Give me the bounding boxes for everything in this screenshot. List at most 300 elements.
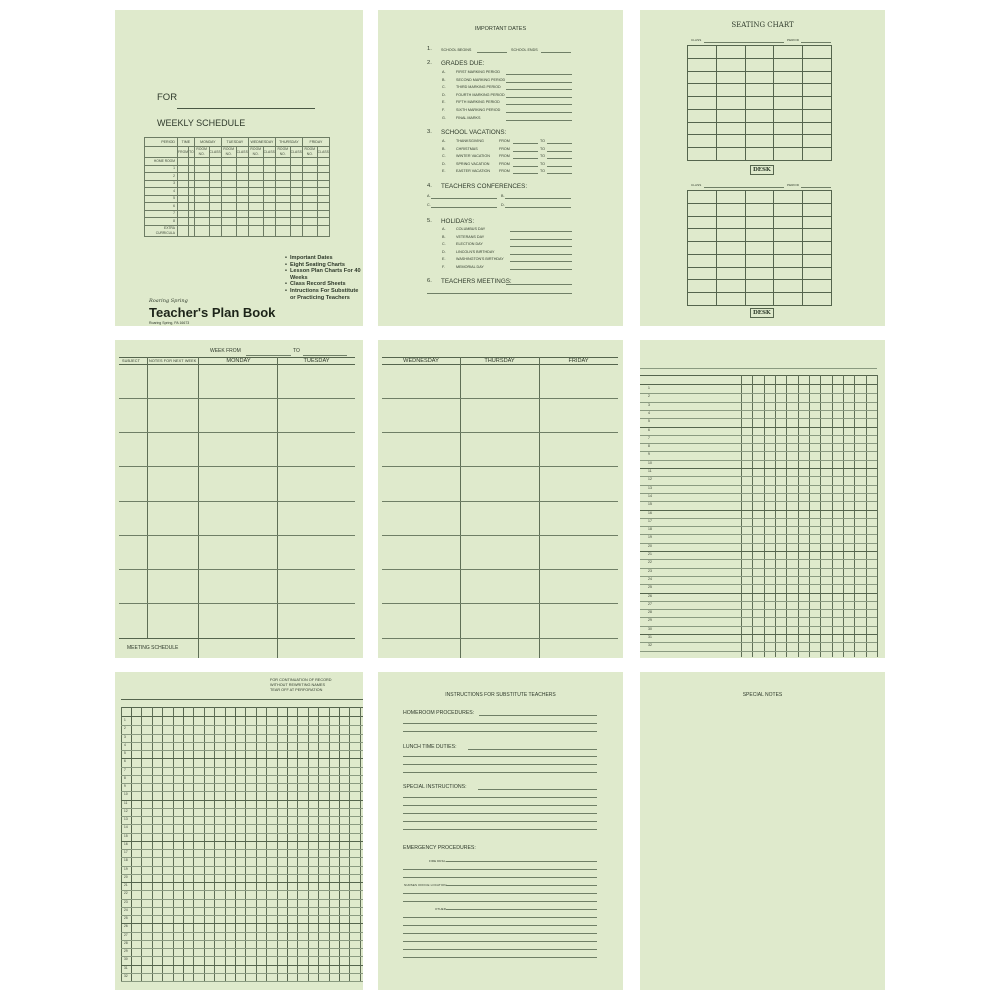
schedule-cell[interactable] bbox=[302, 218, 317, 226]
rule-line bbox=[193, 707, 194, 982]
schedule-cell[interactable] bbox=[275, 158, 290, 166]
schedule-cell[interactable] bbox=[178, 165, 189, 173]
seat-cell[interactable] bbox=[774, 242, 803, 255]
seat-cell[interactable] bbox=[745, 254, 774, 267]
col-notes: NOTES FOR NEXT WEEK bbox=[149, 359, 197, 363]
seat-cell[interactable] bbox=[745, 148, 774, 161]
seat-cell[interactable] bbox=[745, 203, 774, 216]
seat-cell[interactable] bbox=[716, 97, 745, 110]
to-label: TO bbox=[540, 161, 546, 166]
seat-cell[interactable] bbox=[688, 122, 717, 135]
seat-cell[interactable] bbox=[803, 216, 832, 229]
book-title: Teacher's Plan Book bbox=[149, 305, 276, 320]
rule-line bbox=[121, 707, 122, 982]
schedule-cell[interactable] bbox=[221, 210, 236, 218]
schedule-cell[interactable] bbox=[178, 195, 189, 203]
schedule-cell[interactable] bbox=[221, 203, 236, 211]
rule-line bbox=[403, 805, 597, 806]
schedule-cell[interactable] bbox=[221, 158, 236, 166]
schedule-cell[interactable] bbox=[317, 195, 329, 203]
rule-line bbox=[640, 518, 877, 519]
schedule-cell[interactable] bbox=[236, 225, 248, 236]
schedule-cell[interactable] bbox=[236, 210, 248, 218]
sub-class: CLASS bbox=[317, 147, 329, 158]
rule-line bbox=[403, 813, 597, 814]
row-number: 12 bbox=[648, 477, 652, 482]
rule-line bbox=[403, 829, 597, 830]
row-number: 8 bbox=[648, 444, 650, 449]
seat-cell[interactable] bbox=[774, 71, 803, 84]
row-number: 18 bbox=[124, 858, 128, 863]
rule-line bbox=[640, 393, 877, 394]
feature-item: • Important Dates bbox=[285, 255, 363, 262]
seat-cell[interactable] bbox=[688, 58, 717, 71]
rule-line bbox=[446, 861, 597, 862]
schedule-cell[interactable] bbox=[263, 165, 275, 173]
seat-cell[interactable] bbox=[745, 267, 774, 280]
feature-item: • Class Record Sheets bbox=[285, 281, 363, 288]
schedule-cell[interactable] bbox=[263, 203, 275, 211]
seat-cell[interactable] bbox=[688, 71, 717, 84]
desk-label: DESK bbox=[750, 165, 774, 175]
seat-cell[interactable] bbox=[716, 242, 745, 255]
row-number: 15 bbox=[648, 502, 652, 507]
schedule-cell[interactable] bbox=[263, 195, 275, 203]
schedule-cell[interactable] bbox=[290, 210, 302, 218]
seat-cell[interactable] bbox=[716, 254, 745, 267]
seat-cell[interactable] bbox=[803, 191, 832, 204]
schedule-cell[interactable] bbox=[209, 225, 221, 236]
schedule-cell[interactable] bbox=[290, 173, 302, 181]
schedule-cell[interactable] bbox=[209, 203, 221, 211]
schedule-cell[interactable] bbox=[194, 165, 209, 173]
seat-cell[interactable] bbox=[803, 135, 832, 148]
schedule-cell[interactable] bbox=[221, 218, 236, 226]
seat-cell[interactable] bbox=[716, 203, 745, 216]
schedule-cell[interactable] bbox=[194, 180, 209, 188]
seat-cell[interactable] bbox=[745, 293, 774, 306]
schedule-cell[interactable] bbox=[275, 225, 290, 236]
schedule-cell[interactable] bbox=[275, 165, 290, 173]
seat-cell[interactable] bbox=[688, 148, 717, 161]
for-fill-line bbox=[177, 108, 315, 109]
item-letter: E. bbox=[442, 257, 446, 262]
rule-line bbox=[640, 384, 877, 385]
schedule-cell[interactable] bbox=[263, 188, 275, 196]
schedule-cell[interactable] bbox=[248, 165, 263, 173]
seat-cell[interactable] bbox=[716, 71, 745, 84]
seat-cell[interactable] bbox=[745, 46, 774, 59]
seating-chart-title: SEATING CHART bbox=[731, 21, 794, 29]
blank-cell bbox=[145, 147, 178, 158]
seat-cell[interactable] bbox=[716, 229, 745, 242]
rule-line bbox=[287, 707, 288, 982]
schedule-cell[interactable] bbox=[221, 225, 236, 236]
schedule-cell[interactable] bbox=[248, 218, 263, 226]
to-label: TO bbox=[540, 169, 546, 174]
rule-line bbox=[403, 957, 597, 958]
seat-cell[interactable] bbox=[716, 46, 745, 59]
rule-line bbox=[403, 925, 597, 926]
seat-cell[interactable] bbox=[803, 280, 832, 293]
schedule-cell[interactable] bbox=[263, 210, 275, 218]
seat-cell[interactable] bbox=[688, 267, 717, 280]
seat-cell[interactable] bbox=[803, 46, 832, 59]
seat-cell[interactable] bbox=[716, 58, 745, 71]
schedule-cell[interactable] bbox=[178, 188, 189, 196]
row-number: 27 bbox=[648, 601, 652, 606]
schedule-cell[interactable] bbox=[317, 165, 329, 173]
row-number: 30 bbox=[124, 957, 128, 962]
sub-class: CLASS bbox=[263, 147, 275, 158]
seat-cell[interactable] bbox=[774, 84, 803, 97]
rule-line bbox=[801, 187, 831, 188]
seat-cell[interactable] bbox=[774, 122, 803, 135]
rule-line bbox=[510, 246, 572, 247]
schedule-cell[interactable] bbox=[248, 173, 263, 181]
lesson-plan-right-page bbox=[378, 340, 623, 658]
marking-period-label: FIRST MARKING PERIOD bbox=[456, 70, 500, 74]
schedule-cell[interactable] bbox=[317, 158, 329, 166]
seat-cell[interactable] bbox=[803, 267, 832, 280]
seat-cell[interactable] bbox=[745, 242, 774, 255]
rule-line bbox=[329, 707, 330, 982]
schedule-cell[interactable] bbox=[209, 165, 221, 173]
seat-cell[interactable] bbox=[774, 216, 803, 229]
rule-line bbox=[121, 857, 363, 858]
rule-line bbox=[547, 158, 572, 159]
seat-cell[interactable] bbox=[716, 216, 745, 229]
row-number: 21 bbox=[648, 552, 652, 556]
schedule-cell[interactable] bbox=[290, 158, 302, 166]
seat-cell[interactable] bbox=[803, 58, 832, 71]
seat-cell[interactable] bbox=[774, 203, 803, 216]
schedule-cell[interactable] bbox=[317, 173, 329, 181]
seat-cell[interactable] bbox=[745, 229, 774, 242]
seat-cell[interactable] bbox=[774, 267, 803, 280]
schedule-cell[interactable] bbox=[178, 218, 189, 226]
seat-cell[interactable] bbox=[688, 229, 717, 242]
seat-cell[interactable] bbox=[688, 293, 717, 306]
row-number: 31 bbox=[124, 965, 128, 970]
seat-cell[interactable] bbox=[803, 84, 832, 97]
schedule-cell[interactable] bbox=[194, 225, 209, 236]
seat-cell[interactable] bbox=[745, 122, 774, 135]
item-letter: C. bbox=[427, 203, 431, 207]
schedule-cell[interactable] bbox=[302, 188, 317, 196]
schedule-cell[interactable] bbox=[236, 195, 248, 203]
schedule-cell[interactable] bbox=[221, 195, 236, 203]
rule-line bbox=[119, 638, 355, 639]
seat-cell[interactable] bbox=[716, 122, 745, 135]
seat-cell[interactable] bbox=[716, 293, 745, 306]
seat-cell[interactable] bbox=[745, 191, 774, 204]
seat-cell[interactable] bbox=[803, 109, 832, 122]
item-letter: D. bbox=[442, 249, 446, 254]
seat-cell[interactable] bbox=[716, 135, 745, 148]
seat-cell[interactable] bbox=[803, 254, 832, 267]
seat-cell[interactable] bbox=[688, 280, 717, 293]
seat-cell[interactable] bbox=[774, 58, 803, 71]
grades-due-title: GRADES DUE: bbox=[441, 60, 485, 67]
seat-cell[interactable] bbox=[716, 280, 745, 293]
schedule-cell[interactable] bbox=[290, 218, 302, 226]
seat-cell[interactable] bbox=[774, 135, 803, 148]
schedule-cell[interactable] bbox=[209, 218, 221, 226]
rule-line bbox=[640, 418, 877, 419]
schedule-cell[interactable] bbox=[290, 203, 302, 211]
seat-cell[interactable] bbox=[688, 135, 717, 148]
brand-logo: Roaring Spring bbox=[149, 298, 188, 304]
rule-line bbox=[427, 293, 572, 294]
schedule-cell[interactable] bbox=[248, 188, 263, 196]
meeting-schedule-label: MEETING SCHEDULE bbox=[127, 645, 179, 651]
seat-cell[interactable] bbox=[774, 148, 803, 161]
schedule-cell[interactable] bbox=[317, 180, 329, 188]
header-wednesday: WEDNESDAY bbox=[248, 138, 275, 147]
rule-line bbox=[468, 749, 597, 750]
sub-class: CLASS bbox=[236, 147, 248, 158]
schedule-row bbox=[145, 203, 330, 211]
seat-cell[interactable] bbox=[688, 191, 717, 204]
rule-line bbox=[403, 723, 597, 724]
schedule-cell[interactable] bbox=[263, 225, 275, 236]
seat-cell[interactable] bbox=[774, 293, 803, 306]
seat-cell[interactable] bbox=[803, 242, 832, 255]
schedule-cell[interactable] bbox=[221, 180, 236, 188]
schedule-cell[interactable] bbox=[221, 188, 236, 196]
substitute-instructions-page bbox=[378, 672, 623, 990]
schedule-cell[interactable] bbox=[209, 180, 221, 188]
schedule-cell[interactable] bbox=[302, 210, 317, 218]
rule-line bbox=[121, 882, 363, 883]
seat-cell[interactable] bbox=[688, 109, 717, 122]
seat-cell[interactable] bbox=[688, 216, 717, 229]
seat-cell[interactable] bbox=[745, 84, 774, 97]
schedule-header-row bbox=[145, 138, 330, 147]
seat-cell[interactable] bbox=[745, 97, 774, 110]
seat-cell[interactable] bbox=[716, 267, 745, 280]
rule-line bbox=[877, 375, 878, 657]
row-number: 6 bbox=[124, 759, 126, 764]
schedule-cell[interactable] bbox=[194, 173, 209, 181]
schedule-cell[interactable] bbox=[236, 218, 248, 226]
schedule-cell[interactable] bbox=[236, 203, 248, 211]
schedule-cell[interactable] bbox=[317, 203, 329, 211]
seat-cell[interactable] bbox=[774, 109, 803, 122]
schedule-cell[interactable] bbox=[275, 180, 290, 188]
rule-line bbox=[382, 638, 618, 639]
schedule-cell[interactable] bbox=[275, 210, 290, 218]
emergency-procedures-label: EMERGENCY PROCEDURES: bbox=[403, 845, 476, 851]
seat-cell[interactable] bbox=[774, 280, 803, 293]
period-label: 1 bbox=[145, 165, 178, 173]
schedule-cell[interactable] bbox=[209, 173, 221, 181]
schedule-cell[interactable] bbox=[302, 165, 317, 173]
schedule-cell[interactable] bbox=[263, 180, 275, 188]
item-letter: G. bbox=[442, 115, 446, 120]
col-subject: SUBJECT bbox=[122, 359, 140, 363]
school-vacations-title: SCHOOL VACATIONS: bbox=[441, 129, 507, 136]
schedule-cell[interactable] bbox=[317, 218, 329, 226]
schedule-row bbox=[145, 225, 330, 236]
seat-cell[interactable] bbox=[745, 109, 774, 122]
rule-line bbox=[403, 764, 597, 765]
rule-line bbox=[403, 893, 597, 894]
row-number: 22 bbox=[124, 891, 128, 896]
schedule-cell[interactable] bbox=[194, 203, 209, 211]
schedule-cell[interactable] bbox=[194, 158, 209, 166]
schedule-cell[interactable] bbox=[178, 210, 189, 218]
row-number: 12 bbox=[124, 808, 128, 813]
seat-cell[interactable] bbox=[803, 293, 832, 306]
schedule-cell[interactable] bbox=[290, 165, 302, 173]
item-letter: D. bbox=[501, 203, 505, 207]
schedule-cell[interactable] bbox=[275, 218, 290, 226]
rule-line bbox=[403, 901, 597, 902]
seat-cell[interactable] bbox=[688, 46, 717, 59]
schedule-cell[interactable] bbox=[236, 158, 248, 166]
row-number: 14 bbox=[124, 825, 128, 830]
seat-cell[interactable] bbox=[688, 254, 717, 267]
schedule-row bbox=[145, 188, 330, 196]
seat-cell[interactable] bbox=[688, 242, 717, 255]
seat-cell[interactable] bbox=[745, 280, 774, 293]
note-line: FOR CONTINUATION OF RECORD bbox=[270, 678, 332, 682]
schedule-cell[interactable] bbox=[302, 180, 317, 188]
seat-cell[interactable] bbox=[688, 203, 717, 216]
schedule-cell[interactable] bbox=[290, 225, 302, 236]
rule-line bbox=[119, 569, 355, 570]
seat-cell[interactable] bbox=[745, 216, 774, 229]
seat-cell[interactable] bbox=[688, 97, 717, 110]
row-number: 10 bbox=[648, 460, 652, 465]
seat-cell[interactable] bbox=[774, 97, 803, 110]
seat-cell[interactable] bbox=[716, 109, 745, 122]
seat-cell[interactable] bbox=[803, 229, 832, 242]
schedule-cell[interactable] bbox=[194, 218, 209, 226]
schedule-cell[interactable] bbox=[290, 195, 302, 203]
seat-cell[interactable] bbox=[688, 84, 717, 97]
schedule-cell[interactable] bbox=[209, 158, 221, 166]
schedule-cell[interactable] bbox=[248, 195, 263, 203]
schedule-cell[interactable] bbox=[178, 173, 189, 181]
schedule-cell[interactable] bbox=[178, 203, 189, 211]
schedule-cell[interactable] bbox=[248, 180, 263, 188]
schedule-cell[interactable] bbox=[248, 158, 263, 166]
schedule-cell[interactable] bbox=[302, 203, 317, 211]
schedule-cell[interactable] bbox=[290, 180, 302, 188]
rule-line bbox=[403, 756, 597, 757]
schedule-cell[interactable] bbox=[275, 195, 290, 203]
schedule-cell[interactable] bbox=[248, 210, 263, 218]
item-letter: A. bbox=[442, 139, 446, 143]
schedule-cell[interactable] bbox=[275, 203, 290, 211]
schedule-cell[interactable] bbox=[263, 173, 275, 181]
rule-line bbox=[119, 432, 355, 433]
schedule-cell[interactable] bbox=[236, 188, 248, 196]
seat-cell[interactable] bbox=[774, 229, 803, 242]
rule-line bbox=[640, 410, 877, 411]
schedule-cell[interactable] bbox=[194, 210, 209, 218]
schedule-cell[interactable] bbox=[194, 188, 209, 196]
schedule-cell[interactable] bbox=[178, 158, 189, 166]
seat-cell[interactable] bbox=[745, 135, 774, 148]
rule-line bbox=[640, 534, 877, 535]
schedule-cell[interactable] bbox=[302, 158, 317, 166]
seat-cell[interactable] bbox=[803, 122, 832, 135]
schedule-cell[interactable] bbox=[248, 203, 263, 211]
rule-line bbox=[513, 151, 538, 152]
rule-line bbox=[640, 568, 877, 569]
header-friday: FRIDAY bbox=[302, 138, 329, 147]
row-number: 25 bbox=[648, 585, 652, 590]
schedule-cell[interactable] bbox=[302, 195, 317, 203]
schedule-cell[interactable] bbox=[194, 195, 209, 203]
col-wednesday: WEDNESDAY bbox=[403, 358, 439, 364]
to-line bbox=[303, 355, 347, 356]
note-line: TEAR OFF AT PERFORATION bbox=[270, 688, 323, 692]
seat-cell[interactable] bbox=[716, 191, 745, 204]
seat-cell[interactable] bbox=[803, 148, 832, 161]
rule-line bbox=[121, 767, 363, 768]
seat-cell[interactable] bbox=[716, 148, 745, 161]
schedule-cell[interactable] bbox=[236, 165, 248, 173]
schedule-cell[interactable] bbox=[248, 225, 263, 236]
schedule-cell[interactable] bbox=[317, 225, 329, 236]
rule-line bbox=[403, 772, 597, 773]
schedule-cell[interactable] bbox=[263, 218, 275, 226]
schedule-cell[interactable] bbox=[178, 225, 189, 236]
section-number: 2. bbox=[427, 60, 432, 66]
seat-cell[interactable] bbox=[774, 46, 803, 59]
marking-period-label: SECOND MARKING PERIOD bbox=[456, 77, 506, 82]
week-from-line bbox=[246, 355, 291, 356]
seat-cell[interactable] bbox=[803, 203, 832, 216]
rule-line bbox=[431, 207, 497, 208]
schedule-cell[interactable] bbox=[302, 173, 317, 181]
row-number: 14 bbox=[648, 493, 652, 498]
schedule-cell[interactable] bbox=[317, 210, 329, 218]
schedule-cell[interactable] bbox=[317, 188, 329, 196]
schedule-cell[interactable] bbox=[302, 225, 317, 236]
schedule-cell[interactable] bbox=[221, 173, 236, 181]
seat-cell[interactable] bbox=[803, 71, 832, 84]
seat-cell[interactable] bbox=[774, 254, 803, 267]
seat-cell[interactable] bbox=[716, 84, 745, 97]
schedule-cell[interactable] bbox=[236, 173, 248, 181]
schedule-cell[interactable] bbox=[221, 165, 236, 173]
seat-row bbox=[688, 229, 832, 242]
schedule-cell[interactable] bbox=[290, 188, 302, 196]
schedule-cell[interactable] bbox=[209, 188, 221, 196]
schedule-cell[interactable] bbox=[178, 180, 189, 188]
schedule-cell[interactable] bbox=[275, 188, 290, 196]
schedule-cell[interactable] bbox=[209, 195, 221, 203]
seat-cell[interactable] bbox=[745, 58, 774, 71]
schedule-cell[interactable] bbox=[275, 173, 290, 181]
schedule-cell[interactable] bbox=[263, 158, 275, 166]
item-letter: F. bbox=[442, 265, 445, 269]
schedule-cell[interactable] bbox=[236, 180, 248, 188]
seat-cell[interactable] bbox=[803, 97, 832, 110]
section-number: 5. bbox=[427, 218, 432, 224]
seat-cell[interactable] bbox=[745, 71, 774, 84]
rule-line bbox=[547, 166, 572, 167]
schedule-cell[interactable] bbox=[209, 210, 221, 218]
col-divider bbox=[147, 357, 148, 639]
seat-cell[interactable] bbox=[774, 191, 803, 204]
